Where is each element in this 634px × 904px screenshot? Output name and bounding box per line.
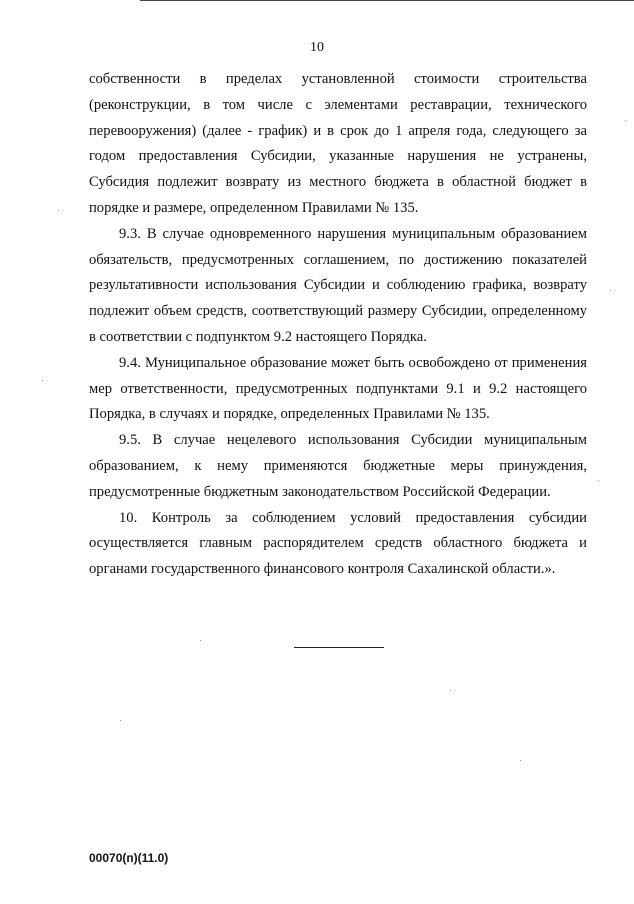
scan-speck xyxy=(610,290,611,291)
paragraph-9-5: 9.5. В случае нецелевого использования Субсидии муниципальным образованием, к нему применяются бюджетные меры принуждения, предусмотренные бюджетным законодательством Российской Федерации. xyxy=(89,432,587,500)
scan-speck xyxy=(42,380,43,381)
scan-speck xyxy=(625,120,626,121)
paragraph-10: 10. Контроль за соблюдением условий предоставления субсидии осуществляется главным распорядителем средств областного бюджета и органами государственного финансового контроля Сахалинской области.». xyxy=(89,509,587,578)
paragraph-continuation: собственности в пределах установленной стоимости строительства (реконструкции, в том числе с элементами реставрации, технического перевооружения) (далее - график) и в срок до 1 апреля года, следующего за годом предоставления Субсидии, указанные нарушения не устранены, Субсидия подлежит возврату из местного бюджета в областной бюджет в порядке и размере, определенном Правилами № 135. xyxy=(89,71,587,216)
page-number: 10 xyxy=(310,40,324,55)
scan-speck xyxy=(58,210,59,211)
paragraph-9-4: 9.4. Муниципальное образование может быть освобождено от применения мер ответственности, предусмотренных подпунктами 9.1 и 9.2 настоящего Порядка, в случаях и порядке, определенных Правилами № 135. xyxy=(89,354,587,423)
scan-speck xyxy=(520,760,521,761)
end-separator-line xyxy=(294,647,384,648)
scan-speck xyxy=(120,720,121,721)
scan-speck xyxy=(450,690,451,691)
top-edge-rule xyxy=(140,0,634,1)
scan-speck xyxy=(598,480,599,481)
scan-speck xyxy=(200,640,201,641)
footer-document-code: 00070(п)(11.0) xyxy=(89,851,169,865)
paragraph-9-3: 9.3. В случае одновременного нарушения муниципальным образованием обязательств, предусмотренных соглашением, по достижению показателей результативности использования Субсидии и соблюдению графика, возврату подлежит объем средств, соответствующий размеру Субсидии, определенному в соответствии с подпунктом 9.2 настоящего Порядка. xyxy=(89,225,587,345)
document-body xyxy=(89,67,587,583)
